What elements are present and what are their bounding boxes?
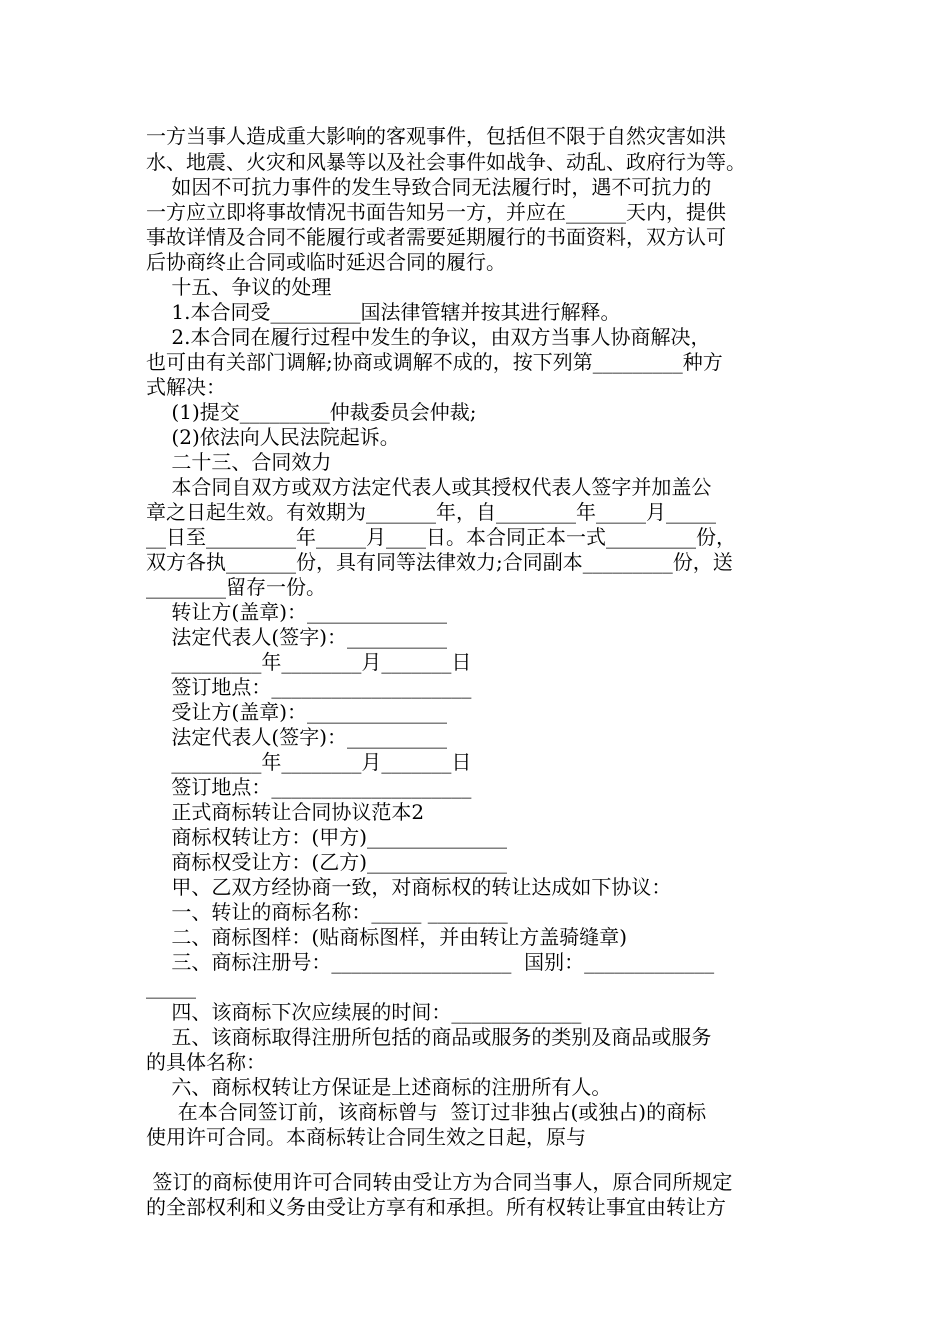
signature-field: 转让方(盖章)：______________ [146, 600, 448, 624]
section-heading: 正式商标转让合同协议范本2 [146, 800, 425, 824]
text-line: 五、该商标取得注册所包括的商品或服务的类别及商品或服务 [146, 1025, 712, 1049]
signature-field: 法定代表人(签字)：__________ [146, 725, 448, 749]
text-line: 水、地震、火灾和风暴等以及社会事件如战争、动乱、政府行为等。 [146, 150, 746, 174]
place-field: 签订地点：____________________ [146, 775, 472, 799]
text-line: (2)依法向人民法院起诉。 [146, 425, 400, 449]
text-line: _____ [146, 975, 196, 999]
text-line: 甲、乙双方经协商一致，对商标权的转让达成如下协议： [146, 875, 672, 899]
text-line: ________留存一份。 [146, 575, 326, 599]
date-field: _________年________月_______日 [146, 650, 472, 674]
text-line: 1.本合同受_________国法律管辖并按其进行解释。 [146, 300, 621, 324]
text-line: 事故详情及合同不能履行或者需要延期履行的书面资料，双方认可 [146, 225, 726, 249]
text-line: 使用许可合同。本商标转让合同生效之日起，原与 [146, 1125, 586, 1149]
text-line: 在本合同签订前，该商标曾与 签订过非独占(或独占)的商标 [146, 1100, 707, 1124]
text-line: 本合同自双方或双方法定代表人或其授权代表人签字并加盖公 [146, 475, 712, 499]
signature-field: 受让方(盖章)：______________ [146, 700, 448, 724]
text-line: 商标权转让方：(甲方)______________ [146, 825, 508, 849]
text-line: 一、转让的商标名称：_____ ________ [146, 900, 508, 924]
text-line: 一方应立即将事故情况书面告知另一方，并应在______天内，提供 [146, 200, 726, 224]
place-field: 签订地点：____________________ [146, 675, 472, 699]
text-line: 四、该商标下次应续展的时间：_____________ [146, 1000, 582, 1024]
signature-field: 法定代表人(签字)：__________ [146, 625, 448, 649]
text-line: 后协商终止合同或临时延迟合同的履行。 [146, 250, 506, 274]
section-heading: 十五、争议的处理 [146, 275, 332, 299]
text-line: 签订的商标使用许可合同转由受让方为合同当事人，原合同所规定 [146, 1170, 733, 1194]
text-line: 三、商标注册号：__________________ 国别：_____________ [146, 950, 715, 974]
text-line: 双方各执_______份，具有同等法律效力;合同副本_________份，送 [146, 550, 733, 574]
text-line: 式解决： [146, 375, 226, 399]
text-line: 2.本合同在履行过程中发生的争议，由双方当事人协商解决， [146, 325, 711, 349]
text-line: 一方当事人造成重大影响的客观事件，包括但不限于自然灾害如洪 [146, 124, 726, 148]
text-line: 如因不可抗力事件的发生导致合同无法履行时，遇不可抗力的 [146, 175, 712, 199]
text-line: 二、商标图样：(贴商标图样，并由转让方盖骑缝章) [146, 925, 628, 949]
text-line: __日至_________年_____月____日。本合同正本一式_________份， [146, 525, 736, 549]
text-line: 六、商标权转让方保证是上述商标的注册所有人。 [146, 1075, 612, 1099]
text-line: 章之日起生效。有效期为_______年，自________年_____月_____ [146, 500, 716, 524]
text-line: 也可由有关部门调解;协商或调解不成的，按下列第_________种方 [146, 350, 723, 374]
section-heading: 二十三、合同效力 [146, 450, 332, 474]
text-line: (1)提交_________仲裁委员会仲裁; [146, 400, 477, 424]
text-line: 商标权受让方：(乙方)______________ [146, 850, 508, 874]
text-line: 的具体名称： [146, 1050, 266, 1074]
text-line: 的全部权利和义务由受让方享有和承担。所有权转让事宜由转让方 [146, 1195, 726, 1219]
date-field: _________年________月_______日 [146, 750, 472, 774]
